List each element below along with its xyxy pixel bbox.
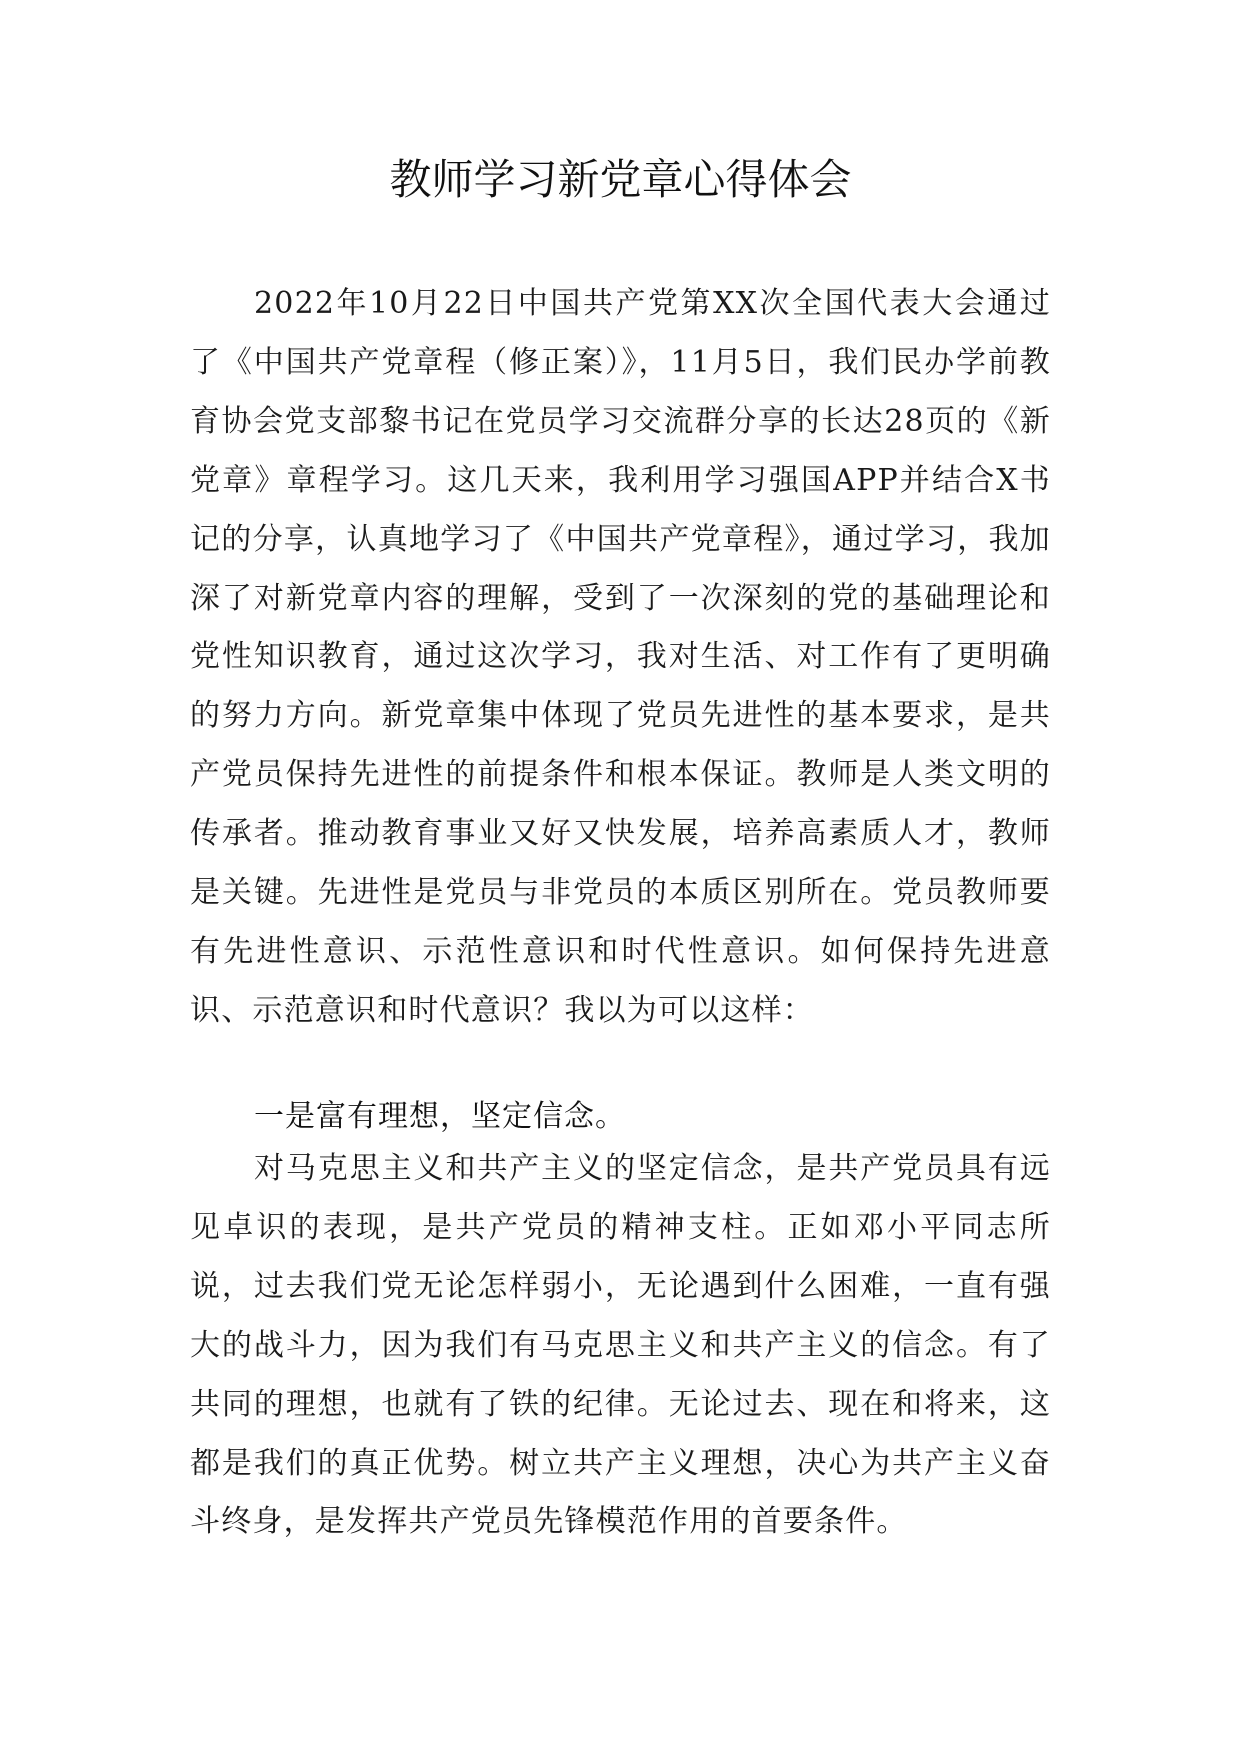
document-title: 教师学习新党章心得体会 xyxy=(389,155,852,204)
paragraph-intro: 2022年10月22日中国共产党第XX次全国代表大会通过了《中国共产党章程（修正案）》，11月5日，我们民办学前教育协会党支部黎书记在党员学习交流群分享的长达28页的《新党章》章程学习。这几天来，我利用学习强国APP并结合X书记的分享，认真地学习了《中国共产党章程》，通过学习，我加深了对新党章内容的理解，受到了一次深刻的党的基础理论和党性知识教育，通过这次学习，我对生活、对工作有了更明确的努力方向。新党章集中体现了党员先进性的基本要求，是共产党员保持先进性的前提条件和根本保证。教师是人类文明的传承者。推动教育事业又好又快发展，培养高素质人才，教师是关键。先进性是党员与非党员的本质区别所在。党员教师要有先进性意识、示范性意识和时代性意识。如何保持先进意识、示范意识和时代意识？我以为可以这样： xyxy=(190,286,1051,1028)
paragraph-section-1: 对马克思主义和共产主义的坚定信念，是共产党员具有远见卓识的表现，是共产党员的精神支柱。正如邓小平同志所说，过去我们党无论怎样弱小，无论遇到什么困难，一直有强大的战斗力，因为我们有马克思主义和共产主义的信念。有了共同的理想，也就有了铁的纪律。无论过去、现在和将来，这都是我们的真正优势。树立共产主义理想，决心为共产主义奋斗终身，是发挥共产党员先锋模范作用的首要条件。 xyxy=(190,1151,1051,1540)
section-heading-1: 一是富有理想，坚定信念。 xyxy=(254,1099,626,1134)
